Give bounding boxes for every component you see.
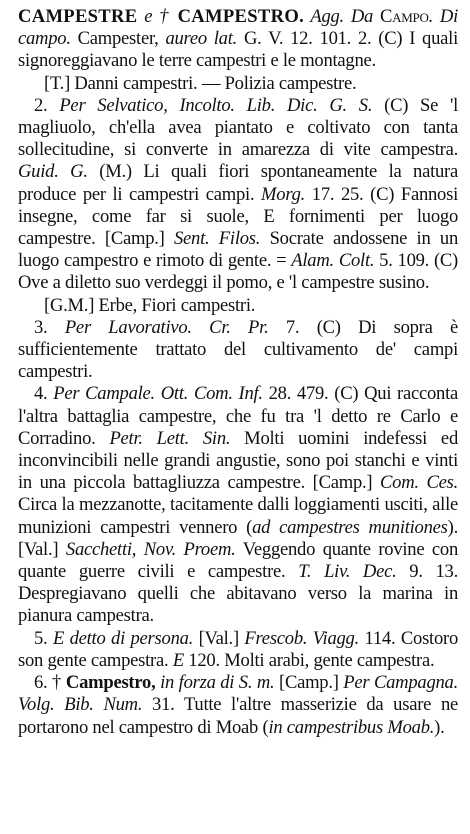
entry-text: 17. 25. (C) Fannosi insegne, come far si suole, E fornimenti per luogo campestre. [Camp.] bbox=[18, 183, 459, 250]
entry-text: 4. bbox=[34, 383, 54, 405]
citation-text: Morg. bbox=[261, 183, 306, 205]
sense-paragraph bbox=[18, 383, 458, 627]
entry-headline bbox=[18, 6, 458, 73]
entry-text: Veggendo quante rovine con quante guerre civili e campestre. bbox=[18, 538, 458, 583]
entry-text: Campester, bbox=[70, 28, 166, 50]
citation-text: Agg. Da bbox=[310, 6, 380, 27]
entry-text: 31. Tutte l'altre masserizie da usare ne portarono nel campestro di Moab ( bbox=[18, 694, 458, 738]
citation-text: E detto di persona. bbox=[52, 627, 194, 649]
citation-text: T. Liv. Dec. bbox=[298, 561, 397, 583]
citation-text: in campestribus Moab. bbox=[268, 716, 435, 738]
entry-text: ). [Val.] bbox=[18, 516, 458, 560]
sense-paragraph bbox=[18, 95, 458, 295]
entry-text: Campestro, bbox=[65, 672, 156, 694]
citation-text: Sacchetti, Nov. Proem. bbox=[65, 538, 236, 560]
sense-paragraph bbox=[18, 317, 458, 384]
headword: CAMPESTRO bbox=[177, 6, 300, 27]
citation-text: Per Selvatico, Incolto. Lib. Dic. G. S. bbox=[59, 94, 373, 116]
citation-text: Com. Ces. bbox=[380, 472, 458, 494]
citation-text: Petr. Lett. Sin. bbox=[109, 427, 231, 449]
citation-text: Sent. Filos. bbox=[174, 228, 261, 250]
entry-text: [G.M.] Erbe, Fiori campestri. bbox=[44, 294, 256, 316]
citation-text: Per Lavorativo. Cr. Pr. bbox=[64, 316, 269, 338]
entry-text: Campo bbox=[379, 6, 429, 27]
sense-paragraph bbox=[18, 672, 458, 739]
citation-text: Guid. G. bbox=[18, 161, 88, 183]
entry-text: 5. bbox=[34, 627, 53, 649]
citation-text: Frescob. Viagg. bbox=[244, 627, 359, 649]
citation-text: . Di campo. bbox=[18, 6, 459, 50]
entry-text: 5. 109. (C) Ove a diletto suo verdeggi il pomo, e 'l campestre susino. bbox=[18, 250, 458, 294]
entry-text: 2. bbox=[34, 94, 60, 116]
entry-text: 9. 13. Despregiavano quelli che abitavano verso la marina in pianura campestra. bbox=[18, 561, 459, 627]
sub-note bbox=[18, 295, 458, 317]
entry-text: 3. bbox=[34, 316, 65, 338]
entry-text: . bbox=[299, 6, 311, 27]
entry-text: 7. (C) Di sopra è sufficientemente trattato del cultivamento de' campi campestri. bbox=[18, 316, 458, 383]
entry-text: (M.) Li quali fiori spontaneamente la natura produce per li campestri campi. bbox=[18, 161, 458, 205]
citation-text: e † bbox=[137, 6, 178, 27]
citation-text: Per Campagna. Volg. Bib. Num. bbox=[18, 672, 458, 716]
citation-text: E bbox=[172, 649, 184, 671]
citation-text: aureo lat. bbox=[165, 28, 238, 50]
entry-text: [Val.] bbox=[193, 627, 245, 649]
sub-note bbox=[18, 73, 458, 95]
entry-text: Molti uomini indefessi ed inconvincibili nelle grandi angustie, sono poi stanchi e vinti in una piccola battagliuzza campestre. [Camp.] bbox=[18, 427, 458, 494]
citation-text: Alam. Colt. bbox=[291, 250, 375, 272]
headword: CAMPESTRE bbox=[18, 6, 138, 27]
entry-text: [T.] Danni campestri. — Polizia campestre. bbox=[44, 72, 357, 94]
entry-text: 120. Molti arabi, gente campestra. bbox=[183, 649, 435, 671]
citation-text: Per Campale. Ott. Com. Inf. bbox=[53, 383, 263, 405]
entry-text: (C) Se 'l magliuolo, ch'ella avea piantato e coltivato con tanta sollecitudine, si converte in amarezza di vite campestra. bbox=[18, 94, 459, 161]
citation-text: ad campestres munitiones bbox=[252, 516, 448, 538]
entry-text: Socrate andossene in un luogo campestro e rimoto di gente. = bbox=[18, 228, 458, 272]
entry-text: G. V. 12. 101. 2. (C) I quali signoreggiavano le terre campestri e le montagne. bbox=[18, 28, 458, 72]
entry-text: 6. † bbox=[34, 672, 66, 694]
entry-text: ). bbox=[434, 716, 445, 738]
sense-paragraph bbox=[18, 628, 458, 672]
entry-text: Circa la mezzanotte, tacitamente dalli loggiamenti usciti, alle munizioni campestri vennero ( bbox=[18, 494, 458, 538]
dictionary-entry bbox=[18, 6, 458, 739]
entry-sections bbox=[18, 73, 458, 739]
entry-text: 114. Costoro son gente campestra. bbox=[18, 627, 459, 671]
entry-text: 28. 479. (C) Qui racconta l'altra battaglia campestre, che fu tra 'l detto re Carlo e Corradino. bbox=[18, 383, 458, 449]
entry-text: [Camp.] bbox=[274, 672, 344, 694]
citation-text: in forza di S. m. bbox=[155, 672, 275, 694]
